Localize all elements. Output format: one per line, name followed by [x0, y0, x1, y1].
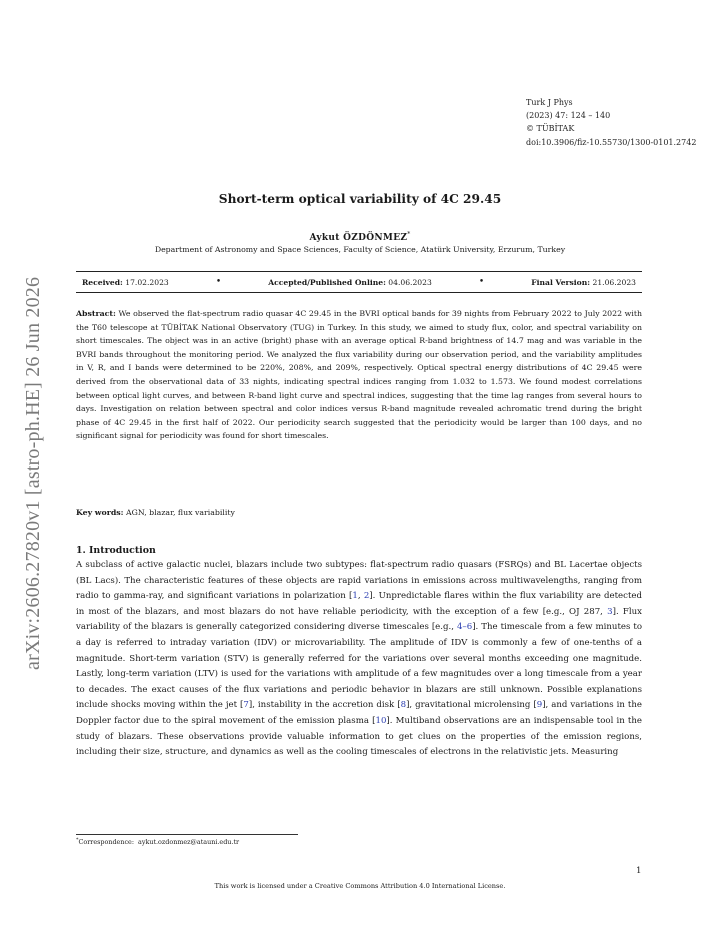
citation-link[interactable]: 4–6 [456, 622, 473, 633]
abstract-text: We observed the flat-spectrum radio quasar 4C 29.45 in the BVRI optical bands for 39 nights from February 2022 to July 2022 with the T60 telescope at TÜBİTAK National Observatory (TUG) in Turkey. In this study, we aimed to study flux, color, and spectral variability on short timescales. The object was in an active (bright) phase with an average optical R-band brightness of 14.7 mag and was variable in the BVRI bands throughout the monitoring period. We analyzed the flux variability during our observation period, and the variability amplitudes in V, R, and I bands were determined to be 220%, 208%, and 209%, respectively. Optical spectral energy distributions of 4C 29.45 were derived from the observational data of 33 nights, indicating spectral indices ranging from 1.032 to 1.573. We found modest correlations between optical light curves, and between R-band light curve and spectral indices, suggesting that the time lag ranges from several hours to days. Investigation on relation between spectral and color indices versus R-band magnitude revealed achromatic trend during the bright phase of 4C 29.45 in the first half of 2022. Our periodicity search suggested that the periodicity would be larger than 100 days, and no significant signal for periodicity was found for short timescales. [76, 309, 642, 441]
received-label: Received: [82, 277, 123, 287]
footnote-label: Correspondence: [78, 838, 134, 847]
intro-text-2: ]. Unpredictable flares within the flux variability are detected in most of the blazars, and most blazars do not have reliable periodicity, with the exception of a few [e.g., OJ 287, [76, 591, 643, 617]
author [0, 231, 720, 243]
citation-link[interactable]: 10 [375, 715, 387, 726]
citation-link[interactable]: 3 [607, 606, 613, 617]
section-heading-introduction: 1. Introduction [76, 545, 156, 556]
date-separator: • [478, 277, 485, 287]
journal-doi[interactable]: doi:10.3906/fiz-10.55730/1300-0101.2742 [526, 137, 697, 147]
citation-link[interactable]: 9 [536, 700, 543, 711]
intro-text-7: ], and variations in the Doppler factor due to the spiral movement of the emission plasma [ [76, 700, 643, 726]
received-value: 17.02.2023 [125, 277, 169, 287]
abstract [76, 307, 642, 443]
author-name: Aykut ÖZDÖNMEZ [309, 233, 408, 243]
journal-info [526, 96, 696, 149]
affiliation: Department of Astronomy and Space Sciences, Faculty of Science, Atatürk University, Erzurum, Turkey [154, 245, 566, 254]
journal-publisher: © TÜBİTAK [526, 124, 575, 134]
intro-text-8: ]. Multiband observations are an indispensable tool in the study of blazars. These observations provide valuable information to get clues on the properties of the emission regions, including their size, structure, and dynamics as well as the cooling timescales of electrons in the relativistic jets. Measuring [76, 715, 642, 758]
intro-text-6: ], gravitational microlensing [ [406, 700, 537, 711]
journal-name: Turk J Phys [526, 98, 573, 107]
footnote-mark: * [76, 837, 79, 843]
paper-title: Short-term optical variability of 4C 29.45 [218, 192, 502, 206]
citation-link[interactable]: 1 [352, 591, 358, 602]
date-separator: • [215, 277, 222, 287]
intro-text-3: ]. Flux variability of the blazars is generally categorized considering diverse timescales [e.g., [76, 606, 642, 633]
intro-text-1: A subclass of active galactic nuclei, blazars include two subtypes: flat-spectrum radio quasars (FSRQs) and BL Lacertae objects (BL Lacs). The characteristic features of these objects are rapid variations in emissions across multiwavelengths, ranging from radio to gamma-ray, and significant variations in polarization [ [76, 560, 642, 602]
keywords-text: AGN, blazar, flux variability [126, 508, 235, 517]
page-number: 1 [636, 866, 642, 876]
arxiv-stamp: arXiv:2606.27820v1 [astro-ph.HE] 26 Jun 2026 [22, 276, 44, 670]
intro-text-5: ], instability in the accretion disk [ [248, 700, 401, 711]
footnote-divider [76, 834, 298, 835]
journal-volume: (2023) 47: 124 – 140 [526, 111, 611, 121]
keywords-label: Key words: [76, 508, 124, 517]
final-label: Final Version: [531, 277, 591, 287]
introduction-text: A subclass of active galactic nuclei, blazars include two subtypes: flat-spectrum radio quasars (FSRQs) and BL Lacertae objects (BL Lacs). The characteristic features of these objects are rapid variations in emissions across multiwavelengths, ranging from radio to gamma-ray, and significant variations in polarization [1, 2]. Unpredictable flares within the flux variability are detected in most of the blazars, and most blazars do not have reliable periodicity, with the exception of a few [e.g., OJ 287, 3]. Flux variability of the blazars is generally categorized considering diverse timescales [e.g., 4–6]. The timescale from a few minutes to a day is referred to intraday variation (IDV) or microvariability. The amplitude of IDV is commonly a few of one-tenths of a magnitude. Short-term variation (STV) is generally referred for the variations over several months exceeding one magnitude. Lastly, long-term variation (LTV) is used for the variations with amplitude of a few magnitudes over a long timescale from a year to decades. The exact causes of the flux variations and periodic behavior in blazars are still unknown. Possible explanations include shocks moving within the jet [7], instability in the accretion disk [8], gravitational microlensing [9], and variations in the Doppler factor due to the spiral movement of the emission plasma [10]. Multiband observations are an indispensable tool in the study of blazars. These observations provide valuable information to get clues on the properties of the emission regions, including their size, structure, and dynamics as well as the cooling timescales of electrons in the relativistic jets. Measuring [76, 560, 643, 758]
keywords [76, 508, 642, 517]
abstract-label: Abstract: [76, 309, 116, 318]
final-value: 21.06.2023 [592, 277, 636, 287]
citation-link[interactable]: 2 [363, 591, 370, 602]
accepted-label: Accepted/Published Online: [268, 277, 386, 287]
final-date [531, 278, 636, 287]
dates-bar [76, 271, 642, 293]
accepted-date [268, 278, 432, 287]
footnote [76, 837, 239, 846]
footnote-email[interactable]: aykut.ozdonmez@atauni.edu.tr [138, 838, 240, 847]
intro-text-4: ]. The timescale from a few minutes to a day is referred to intraday variation (IDV) or microvariability. The amplitude of IDV is commonly a few of one-tenths of a magnitude. Short-term variation (STV) is generally referred for the variations over several months exceeding one magnitude. Lastly, long-term variation (LTV) is used for the variations with amplitude of a few magnitudes over a long timescale from a year to decades. The exact causes of the flux variations and periodic behavior in blazars are still unknown. Possible explanations include shocks moving within the jet [ [76, 622, 642, 711]
citation-link[interactable]: 7 [243, 700, 249, 711]
citation-link[interactable]: 8 [400, 700, 407, 711]
license-notice[interactable]: This work is licensed under a Creative Commons Attribution 4.0 International License. [214, 882, 506, 890]
accepted-value: 04.06.2023 [388, 277, 432, 287]
received-date [82, 278, 169, 287]
author-mark[interactable]: * [407, 231, 411, 238]
